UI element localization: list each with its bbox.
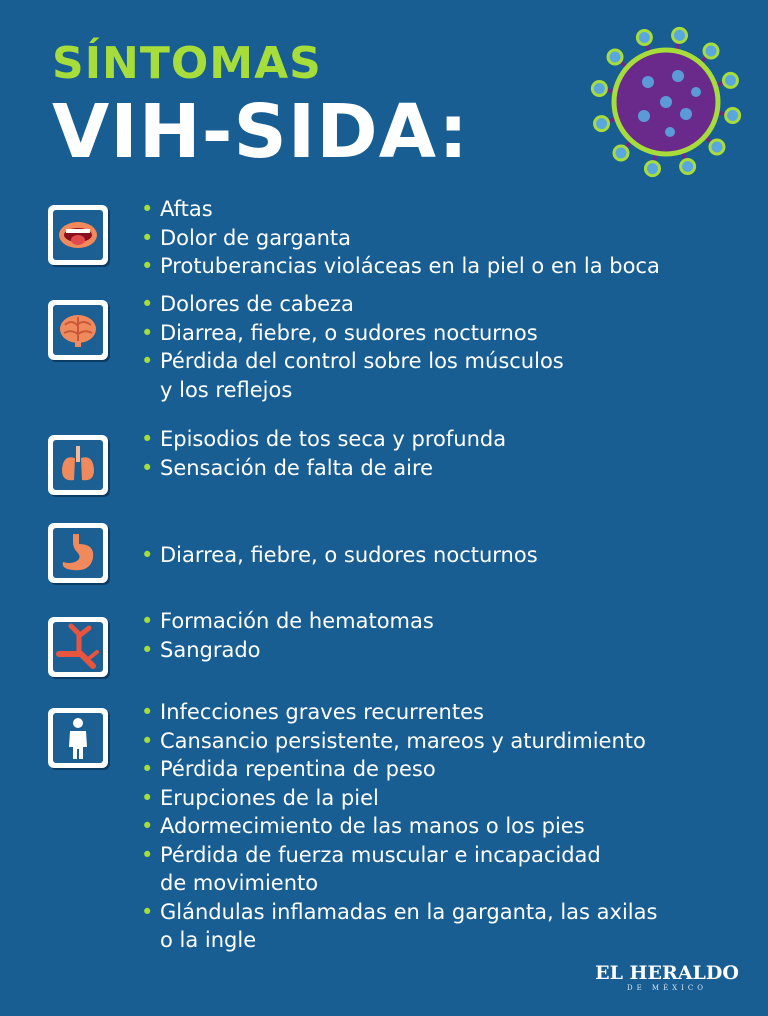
virus-icon	[586, 22, 746, 182]
lungs-icon	[53, 440, 103, 490]
symptom-list	[140, 541, 538, 570]
symptom-item: • Sangrado	[141, 637, 261, 662]
symptom-item: • Formación de hematomas	[141, 609, 434, 633]
brain-icon	[53, 305, 103, 355]
mouth-icon	[53, 210, 103, 260]
brain-icon-box	[48, 300, 108, 360]
symptom-item: • Infecciones graves recurrentes	[141, 700, 484, 724]
symptom-item: • Glándulas inflamadas en la garganta, las axilas o la ingle	[141, 899, 658, 952]
stomach-icon-box	[48, 523, 108, 583]
mouth-icon-box	[48, 205, 108, 265]
symptom-list	[140, 698, 657, 955]
symptom-item: • Dolor de garganta	[141, 225, 352, 250]
symptom-list	[140, 607, 434, 664]
lungs-icon-box	[48, 435, 108, 495]
symptom-item: • Aftas	[141, 197, 213, 221]
symptom-item: • Pérdida repentina de peso	[141, 757, 436, 781]
header	[52, 38, 469, 175]
page-title: VIH-SIDA:	[52, 89, 469, 175]
symptom-item: • Episodios de tos seca y profunda	[141, 427, 507, 451]
symptom-item: • Sensación de falta de aire	[141, 455, 434, 480]
body-icon	[53, 713, 103, 763]
symptom-list	[140, 195, 660, 281]
body-icon-box	[48, 708, 108, 768]
stomach-icon	[53, 528, 103, 578]
blood-vessel-icon	[53, 622, 103, 672]
symptom-item: • Cansancio persistente, mareos y aturdimiento	[141, 728, 646, 753]
symptom-item: • Dolores de cabeza	[141, 292, 354, 316]
symptom-item: • Diarrea, fiebre, o sudores nocturnos	[141, 320, 538, 345]
symptom-item: • Diarrea, fiebre, o sudores nocturnos	[141, 543, 538, 567]
symptom-item: • Erupciones de la piel	[141, 785, 379, 810]
subtitle: SÍNTOMAS	[52, 38, 322, 89]
symptom-item: • Pérdida de fuerza muscular e incapacidad de movimiento	[141, 842, 601, 895]
symptom-list	[140, 290, 564, 404]
symptom-item: • Protuberancias violáceas en la piel o en la boca	[141, 254, 660, 278]
symptom-list	[140, 425, 506, 482]
blood-vessel-icon-box	[48, 617, 108, 677]
el-heraldo-logo: EL HERALDO DE MÉXICO	[595, 962, 739, 992]
symptom-item: • Adormecimiento de las manos o los pies	[141, 814, 585, 838]
symptom-item: • Pérdida del control sobre los músculos y los reflejos	[141, 349, 564, 402]
